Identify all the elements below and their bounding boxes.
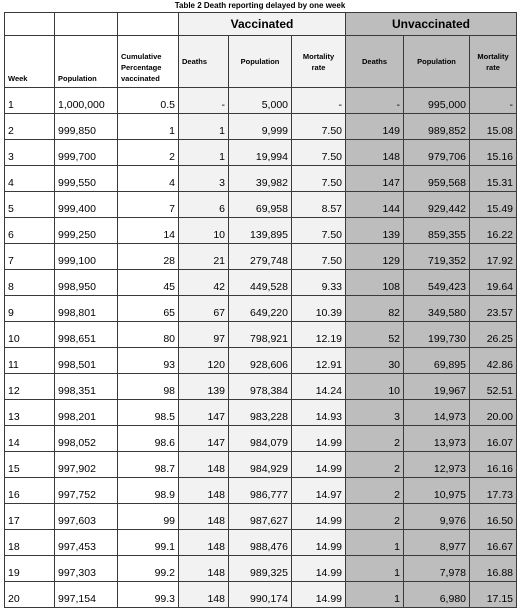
table-row: [5, 374, 517, 400]
cumulative-vaccinated-cell: 80: [118, 322, 179, 348]
unvaccinated-deaths-cell: 30: [346, 348, 404, 374]
blank-corner-cell: [5, 13, 55, 36]
vaccinated-deaths-cell: 148: [179, 504, 229, 530]
population-cell: 999,550: [55, 166, 118, 192]
unvaccinated-mortality-header: Mortality rate: [470, 36, 517, 88]
unvaccinated-population-cell: 989,852: [404, 114, 470, 140]
table-row: [5, 192, 517, 218]
unvaccinated-population-cell: 10,975: [404, 478, 470, 504]
vaccinated-mortality-cell: 7.50: [292, 244, 346, 270]
unvaccinated-population-cell: 719,352: [404, 244, 470, 270]
unvaccinated-deaths-cell: 149: [346, 114, 404, 140]
population-cell: 997,902: [55, 452, 118, 478]
unvaccinated-mortality-cell: 52.51: [470, 374, 517, 400]
vaccinated-deaths-cell: 67: [179, 296, 229, 322]
unvaccinated-deaths-cell: 2: [346, 504, 404, 530]
vaccinated-population-cell: 649,220: [229, 296, 292, 322]
week-cell: 3: [5, 140, 55, 166]
cumulative-vaccinated-cell: 2: [118, 140, 179, 166]
cumulative-vaccinated-cell: 98.6: [118, 426, 179, 452]
table-row: [5, 218, 517, 244]
table-row: [5, 322, 517, 348]
vaccinated-deaths-cell: 3: [179, 166, 229, 192]
unvaccinated-deaths-cell: 129: [346, 244, 404, 270]
unvaccinated-deaths-cell: 2: [346, 426, 404, 452]
unvaccinated-population-cell: 929,442: [404, 192, 470, 218]
table-row: [5, 244, 517, 270]
vaccinated-population-cell: 39,982: [229, 166, 292, 192]
population-cell: 998,801: [55, 296, 118, 322]
population-cell: 999,100: [55, 244, 118, 270]
blank-corner-cell: [118, 13, 179, 36]
table-row: [5, 296, 517, 322]
cumulative-vaccinated-cell: 98: [118, 374, 179, 400]
table-row: [5, 582, 517, 608]
vaccinated-deaths-cell: 21: [179, 244, 229, 270]
population-cell: 998,651: [55, 322, 118, 348]
cumulative-vaccinated-cell: 14: [118, 218, 179, 244]
unvaccinated-deaths-cell: 2: [346, 452, 404, 478]
week-cell: 11: [5, 348, 55, 374]
table-row: [5, 530, 517, 556]
vaccinated-deaths-cell: 1: [179, 114, 229, 140]
population-cell: 997,154: [55, 582, 118, 608]
vaccinated-mortality-cell: 8.57: [292, 192, 346, 218]
vaccinated-mortality-cell: 14.99: [292, 452, 346, 478]
unvaccinated-deaths-cell: 148: [346, 140, 404, 166]
cumulative-vaccinated-cell: 93: [118, 348, 179, 374]
table-row: [5, 556, 517, 582]
vaccinated-population-cell: 449,528: [229, 270, 292, 296]
week-cell: 14: [5, 426, 55, 452]
population-cell: 998,052: [55, 426, 118, 452]
vaccinated-deaths-cell: 148: [179, 530, 229, 556]
unvaccinated-deaths-cell: 1: [346, 582, 404, 608]
population-cell: 998,950: [55, 270, 118, 296]
unvaccinated-population-cell: 69,895: [404, 348, 470, 374]
mortality-table: [4, 12, 517, 608]
unvaccinated-mortality-cell: 20.00: [470, 400, 517, 426]
cumulative-vaccinated-cell: 99.3: [118, 582, 179, 608]
vaccinated-deaths-cell: -: [179, 88, 229, 114]
vaccinated-mortality-cell: 7.50: [292, 140, 346, 166]
unvaccinated-deaths-cell: 3: [346, 400, 404, 426]
unvaccinated-mortality-cell: 16.22: [470, 218, 517, 244]
unvaccinated-population-cell: 6,980: [404, 582, 470, 608]
unvaccinated-deaths-cell: 144: [346, 192, 404, 218]
vaccinated-population-cell: 928,606: [229, 348, 292, 374]
unvaccinated-deaths-cell: -: [346, 88, 404, 114]
vaccinated-population-cell: 279,748: [229, 244, 292, 270]
cumulative-vaccinated-cell: 99.1: [118, 530, 179, 556]
cumulative-vaccinated-cell: 45: [118, 270, 179, 296]
vaccinated-population-header: Population: [229, 36, 292, 88]
week-cell: 16: [5, 478, 55, 504]
vaccinated-mortality-cell: 7.50: [292, 166, 346, 192]
cumulative-vaccinated-cell: 98.5: [118, 400, 179, 426]
week-cell: 17: [5, 504, 55, 530]
vaccinated-population-cell: 989,325: [229, 556, 292, 582]
unvaccinated-mortality-cell: 16.88: [470, 556, 517, 582]
vaccinated-mortality-cell: 14.99: [292, 426, 346, 452]
table-row: [5, 166, 517, 192]
vaccinated-mortality-cell: 14.24: [292, 374, 346, 400]
vaccinated-mortality-cell: 14.99: [292, 582, 346, 608]
vaccinated-deaths-cell: 148: [179, 582, 229, 608]
vaccinated-population-cell: 990,174: [229, 582, 292, 608]
vaccinated-group-header: Vaccinated: [179, 13, 346, 36]
vaccinated-population-cell: 9,999: [229, 114, 292, 140]
unvaccinated-deaths-cell: 139: [346, 218, 404, 244]
unvaccinated-mortality-cell: 23.57: [470, 296, 517, 322]
table-row: [5, 348, 517, 374]
vaccinated-deaths-cell: 148: [179, 478, 229, 504]
population-cell: 997,752: [55, 478, 118, 504]
vaccinated-population-cell: 984,079: [229, 426, 292, 452]
unvaccinated-deaths-cell: 2: [346, 478, 404, 504]
population-cell: 997,303: [55, 556, 118, 582]
vaccinated-population-cell: 984,929: [229, 452, 292, 478]
week-cell: 4: [5, 166, 55, 192]
unvaccinated-mortality-cell: 19.64: [470, 270, 517, 296]
vaccinated-population-cell: 983,228: [229, 400, 292, 426]
population-cell: 999,400: [55, 192, 118, 218]
unvaccinated-mortality-cell: 16.07: [470, 426, 517, 452]
population-cell: 998,501: [55, 348, 118, 374]
vaccinated-deaths-header: Deaths: [179, 36, 229, 88]
unvaccinated-population-cell: 959,568: [404, 166, 470, 192]
unvaccinated-population-cell: 13,973: [404, 426, 470, 452]
group-header-row: [5, 13, 517, 36]
unvaccinated-population-cell: 979,706: [404, 140, 470, 166]
unvaccinated-deaths-cell: 108: [346, 270, 404, 296]
unvaccinated-mortality-cell: -: [470, 88, 517, 114]
population-cell: 998,351: [55, 374, 118, 400]
table-row: [5, 88, 517, 114]
vaccinated-deaths-cell: 1: [179, 140, 229, 166]
unvaccinated-population-cell: 9,976: [404, 504, 470, 530]
week-cell: 10: [5, 322, 55, 348]
unvaccinated-mortality-cell: 26.25: [470, 322, 517, 348]
unvaccinated-deaths-cell: 52: [346, 322, 404, 348]
unvaccinated-population-cell: 199,730: [404, 322, 470, 348]
table-title: Table 2 Death reporting delayed by one week: [174, 1, 346, 10]
unvaccinated-deaths-header: Deaths: [346, 36, 404, 88]
vaccinated-population-cell: 986,777: [229, 478, 292, 504]
population-cell: 999,850: [55, 114, 118, 140]
vaccinated-mortality-cell: 14.97: [292, 478, 346, 504]
cumulative-vaccinated-cell: 4: [118, 166, 179, 192]
unvaccinated-mortality-cell: 15.49: [470, 192, 517, 218]
table-row: [5, 140, 517, 166]
blank-corner-cell: [55, 13, 118, 36]
week-cell: 6: [5, 218, 55, 244]
population-header: Population: [55, 36, 118, 88]
unvaccinated-mortality-cell: 16.16: [470, 452, 517, 478]
week-cell: 15: [5, 452, 55, 478]
vaccinated-population-cell: 69,958: [229, 192, 292, 218]
table-body: [5, 88, 517, 608]
unvaccinated-mortality-cell: 15.08: [470, 114, 517, 140]
vaccinated-deaths-cell: 10: [179, 218, 229, 244]
vaccinated-population-cell: 139,895: [229, 218, 292, 244]
table-row: [5, 400, 517, 426]
week-cell: 19: [5, 556, 55, 582]
cumulative-vaccinated-header: Cumulative Percentage vaccinated: [118, 36, 179, 88]
vaccinated-mortality-cell: 14.99: [292, 556, 346, 582]
unvaccinated-mortality-cell: 16.50: [470, 504, 517, 530]
unvaccinated-population-cell: 19,967: [404, 374, 470, 400]
cumulative-vaccinated-cell: 99: [118, 504, 179, 530]
table-row: [5, 504, 517, 530]
unvaccinated-population-cell: 7,978: [404, 556, 470, 582]
vaccinated-mortality-cell: 10.39: [292, 296, 346, 322]
cumulative-vaccinated-cell: 1: [118, 114, 179, 140]
population-cell: 1,000,000: [55, 88, 118, 114]
unvaccinated-population-cell: 549,423: [404, 270, 470, 296]
unvaccinated-population-header: Population: [404, 36, 470, 88]
unvaccinated-population-cell: 995,000: [404, 88, 470, 114]
cumulative-vaccinated-cell: 0.5: [118, 88, 179, 114]
vaccinated-deaths-cell: 148: [179, 452, 229, 478]
population-cell: 999,700: [55, 140, 118, 166]
unvaccinated-population-cell: 12,973: [404, 452, 470, 478]
unvaccinated-population-cell: 8,977: [404, 530, 470, 556]
vaccinated-mortality-cell: -: [292, 88, 346, 114]
cumulative-vaccinated-cell: 65: [118, 296, 179, 322]
unvaccinated-deaths-cell: 82: [346, 296, 404, 322]
table-row: [5, 114, 517, 140]
week-cell: 13: [5, 400, 55, 426]
unvaccinated-mortality-cell: 17.15: [470, 582, 517, 608]
vaccinated-deaths-cell: 147: [179, 426, 229, 452]
vaccinated-mortality-cell: 14.99: [292, 530, 346, 556]
vaccinated-population-cell: 978,384: [229, 374, 292, 400]
unvaccinated-mortality-cell: 15.31: [470, 166, 517, 192]
week-cell: 12: [5, 374, 55, 400]
population-cell: 999,250: [55, 218, 118, 244]
cumulative-vaccinated-cell: 98.9: [118, 478, 179, 504]
week-header: Week: [5, 36, 55, 88]
week-cell: 18: [5, 530, 55, 556]
week-cell: 8: [5, 270, 55, 296]
vaccinated-mortality-header: Mortality rate: [292, 36, 346, 88]
week-cell: 1: [5, 88, 55, 114]
vaccinated-mortality-cell: 14.93: [292, 400, 346, 426]
table-row: [5, 452, 517, 478]
unvaccinated-mortality-cell: 17.73: [470, 478, 517, 504]
vaccinated-deaths-cell: 147: [179, 400, 229, 426]
table-row: [5, 270, 517, 296]
vaccinated-mortality-cell: 12.19: [292, 322, 346, 348]
unvaccinated-population-cell: 859,355: [404, 218, 470, 244]
cumulative-vaccinated-cell: 98.7: [118, 452, 179, 478]
population-cell: 997,603: [55, 504, 118, 530]
vaccinated-population-cell: 988,476: [229, 530, 292, 556]
week-cell: 9: [5, 296, 55, 322]
population-cell: 998,201: [55, 400, 118, 426]
week-cell: 5: [5, 192, 55, 218]
vaccinated-deaths-cell: 97: [179, 322, 229, 348]
table-row: [5, 478, 517, 504]
vaccinated-population-cell: 5,000: [229, 88, 292, 114]
vaccinated-population-cell: 19,994: [229, 140, 292, 166]
vaccinated-deaths-cell: 6: [179, 192, 229, 218]
vaccinated-deaths-cell: 148: [179, 556, 229, 582]
cumulative-vaccinated-cell: 99.2: [118, 556, 179, 582]
unvaccinated-deaths-cell: 1: [346, 530, 404, 556]
week-cell: 20: [5, 582, 55, 608]
vaccinated-deaths-cell: 139: [179, 374, 229, 400]
vaccinated-deaths-cell: 42: [179, 270, 229, 296]
cumulative-vaccinated-cell: 28: [118, 244, 179, 270]
unvaccinated-deaths-cell: 1: [346, 556, 404, 582]
unvaccinated-mortality-cell: 16.67: [470, 530, 517, 556]
vaccinated-mortality-cell: 7.50: [292, 114, 346, 140]
population-cell: 997,453: [55, 530, 118, 556]
week-cell: 2: [5, 114, 55, 140]
column-header-row: [5, 36, 517, 88]
vaccinated-mortality-cell: 12.91: [292, 348, 346, 374]
unvaccinated-deaths-cell: 147: [346, 166, 404, 192]
table-row: [5, 426, 517, 452]
vaccinated-mortality-cell: 14.99: [292, 504, 346, 530]
unvaccinated-population-cell: 14,973: [404, 400, 470, 426]
unvaccinated-mortality-cell: 42.86: [470, 348, 517, 374]
unvaccinated-deaths-cell: 10: [346, 374, 404, 400]
unvaccinated-mortality-cell: 15.16: [470, 140, 517, 166]
cumulative-vaccinated-cell: 7: [118, 192, 179, 218]
vaccinated-deaths-cell: 120: [179, 348, 229, 374]
unvaccinated-mortality-cell: 17.92: [470, 244, 517, 270]
vaccinated-mortality-cell: 7.50: [292, 218, 346, 244]
vaccinated-mortality-cell: 9.33: [292, 270, 346, 296]
unvaccinated-group-header: Unvaccinated: [346, 13, 517, 36]
week-cell: 7: [5, 244, 55, 270]
unvaccinated-population-cell: 349,580: [404, 296, 470, 322]
vaccinated-population-cell: 798,921: [229, 322, 292, 348]
vaccinated-population-cell: 987,627: [229, 504, 292, 530]
